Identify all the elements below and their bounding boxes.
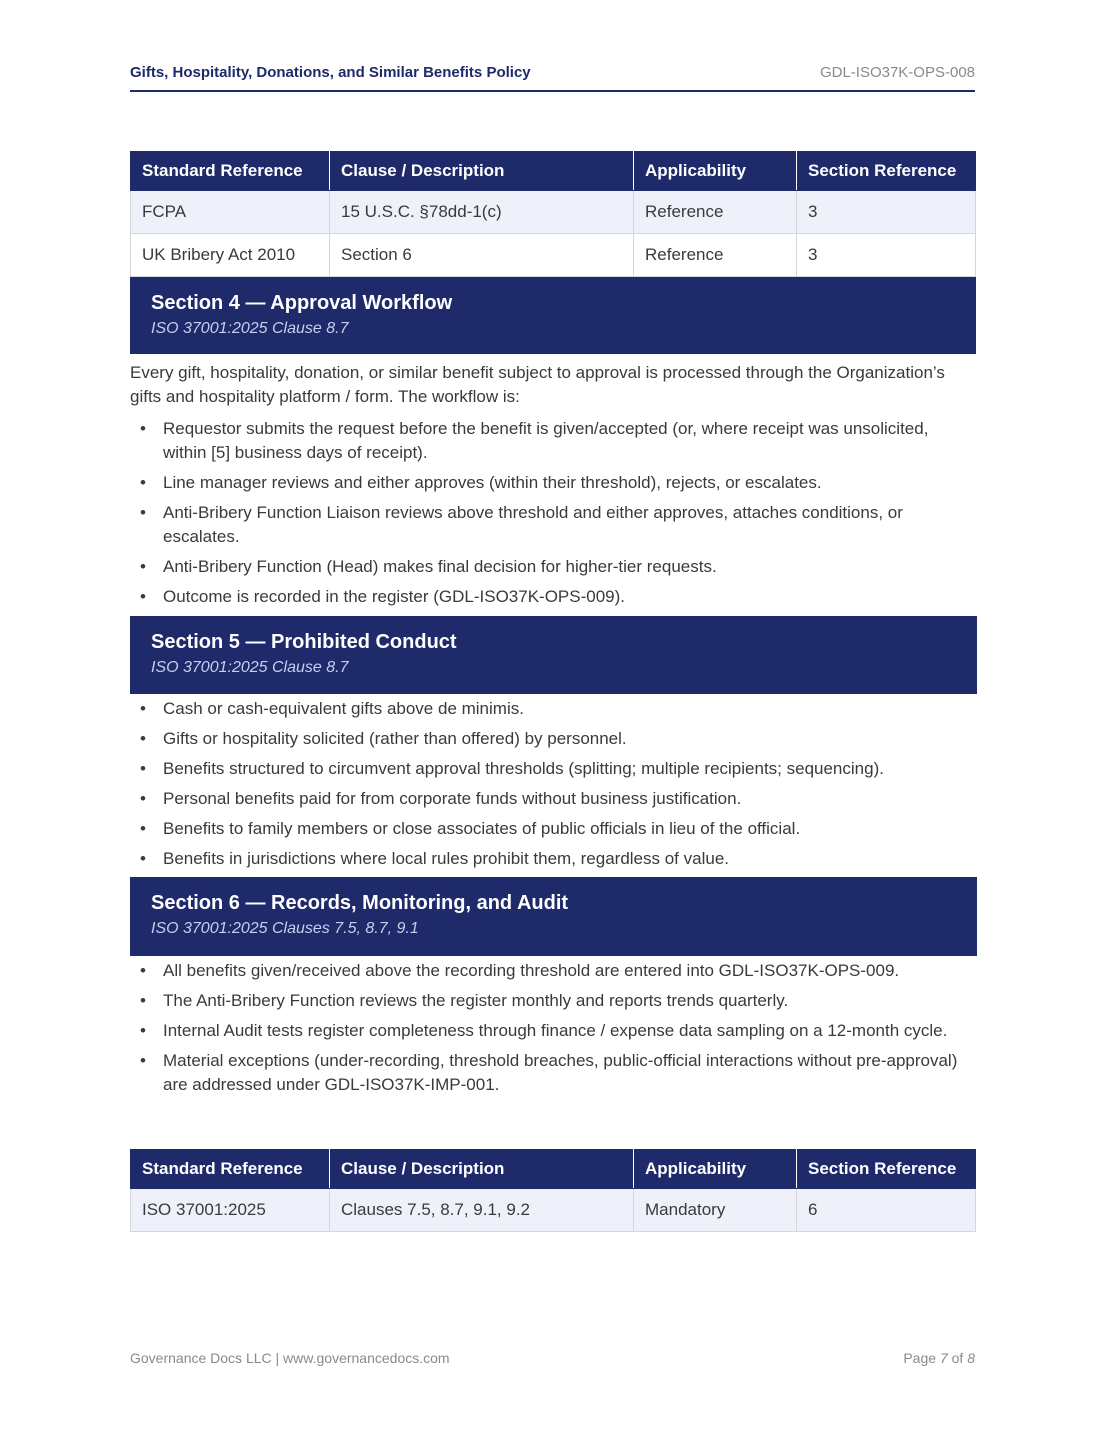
section-title: Section 5 — Prohibited Conduct — [151, 631, 457, 653]
bullet-icon: • — [140, 991, 146, 1010]
list-item — [130, 989, 975, 1013]
list-item-text: All benefits given/received above the recording threshold are entered into GDL-ISO37K-OPS-009. — [163, 961, 900, 980]
list-item — [130, 727, 975, 751]
list-item — [130, 757, 975, 781]
page-header — [130, 62, 975, 92]
section-4-workflow-list — [130, 417, 975, 615]
list-item-text: Anti-Bribery Function Liaison reviews above threshold and either approves, attaches conditions, or escalates. — [163, 503, 903, 546]
section-clause: ISO 37001:2025 Clauses 7.5, 8.7, 9.1 — [151, 920, 419, 937]
column-header: Clause / Description — [330, 152, 634, 191]
bullet-icon: • — [140, 1021, 146, 1040]
list-item-text: Requestor submits the request before the benefit is given/accepted (or, where receipt was unsolicited, within [5] business days of receipt). — [163, 419, 929, 462]
list-item — [130, 1019, 975, 1043]
list-item-text: Benefits in jurisdictions where local rules prohibit them, regardless of value. — [163, 849, 729, 868]
table-cell: 3 — [797, 191, 976, 234]
bullet-icon: • — [140, 473, 146, 492]
section-6-heading — [130, 877, 977, 956]
standards-reference-table — [130, 1149, 976, 1232]
column-header: Standard Reference — [131, 152, 330, 191]
table-row — [131, 191, 976, 234]
column-header: Standard Reference — [131, 1150, 330, 1189]
table-cell: 3 — [797, 234, 976, 277]
table-cell: Reference — [634, 234, 797, 277]
table-cell: Mandatory — [634, 1189, 797, 1232]
section-title: Section 4 — Approval Workflow — [151, 292, 453, 314]
table-cell: Reference — [634, 191, 797, 234]
section-clause: ISO 37001:2025 Clause 8.7 — [151, 320, 349, 337]
table-row — [131, 1189, 976, 1232]
list-item-text: Personal benefits paid for from corporate funds without business justification. — [163, 789, 742, 808]
list-item-text: Benefits structured to circumvent approval thresholds (splitting; multiple recipients; sequencing). — [163, 759, 884, 778]
standards-reference-table — [130, 151, 976, 277]
bullet-icon: • — [140, 819, 146, 838]
section-clause: ISO 37001:2025 Clause 8.7 — [151, 659, 349, 676]
list-item-text: Benefits to family members or close associates of public officials in lieu of the official. — [163, 819, 801, 838]
bullet-icon: • — [140, 789, 146, 808]
list-item-text: Cash or cash-equivalent gifts above de minimis. — [163, 699, 524, 718]
column-header: Clause / Description — [330, 1150, 634, 1189]
list-item-text: Material exceptions (under-recording, threshold breaches, public-official interactions without pre-approval) are addressed under GDL-ISO37K-IMP-001. — [163, 1051, 958, 1094]
bullet-icon: • — [140, 699, 146, 718]
table-cell: 6 — [797, 1189, 976, 1232]
bullet-icon: • — [140, 419, 146, 438]
list-item — [130, 555, 975, 579]
list-item — [130, 585, 975, 609]
document-code: GDL-ISO37K-OPS-008 — [819, 64, 975, 81]
list-item-text: Outcome is recorded in the register (GDL-ISO37K-OPS-009). — [163, 587, 626, 606]
page-of-label: of — [951, 1350, 964, 1366]
table-cell: Section 6 — [330, 234, 634, 277]
column-header: Applicability — [634, 1150, 797, 1189]
list-item — [130, 697, 975, 721]
page-current: 7 — [939, 1350, 948, 1366]
list-item-text: The Anti-Bribery Function reviews the register monthly and reports trends quarterly. — [163, 991, 789, 1010]
bullet-icon: • — [140, 1051, 146, 1070]
list-item — [130, 501, 975, 549]
table-cell: FCPA — [131, 191, 330, 234]
page-number — [903, 1350, 975, 1366]
list-item — [130, 959, 975, 983]
document-title: Gifts, Hospitality, Donations, and Similar Benefits Policy — [130, 64, 531, 81]
bullet-icon: • — [140, 587, 146, 606]
column-header: Section Reference — [797, 1150, 976, 1189]
list-item-text: Internal Audit tests register completeness through finance / expense data sampling on a 12-month cycle. — [163, 1021, 948, 1040]
bullet-icon: • — [140, 961, 146, 980]
bullet-icon: • — [140, 759, 146, 778]
section-4-heading — [130, 277, 976, 354]
section-6-records-list — [130, 959, 975, 1103]
list-item-text: Anti-Bribery Function (Head) makes final decision for higher-tier requests. — [163, 557, 717, 576]
list-item — [130, 847, 975, 871]
section-5-heading — [130, 616, 977, 694]
bullet-icon: • — [140, 849, 146, 868]
page-total: 8 — [967, 1350, 975, 1366]
list-item — [130, 787, 975, 811]
page-label: Page — [903, 1350, 937, 1366]
section-5-prohibited-list — [130, 697, 975, 877]
column-header: Section Reference — [797, 152, 976, 191]
list-item — [130, 417, 975, 465]
section-title: Section 6 — Records, Monitoring, and Audit — [151, 892, 569, 914]
footer-company: Governance Docs LLC | www.governancedocs.com — [130, 1350, 450, 1366]
table-header-row — [131, 1150, 976, 1189]
table-cell: 15 U.S.C. §78dd-1(c) — [330, 191, 634, 234]
list-item — [130, 817, 975, 841]
column-header: Applicability — [634, 152, 797, 191]
table-cell: UK Bribery Act 2010 — [131, 234, 330, 277]
table-row — [131, 234, 976, 277]
bullet-icon: • — [140, 503, 146, 522]
list-item-text: Gifts or hospitality solicited (rather than offered) by personnel. — [163, 729, 627, 748]
list-item-text: Line manager reviews and either approves (within their threshold), rejects, or escalates. — [163, 473, 822, 492]
list-item — [130, 471, 975, 495]
bullet-icon: • — [140, 729, 146, 748]
table-header-row — [131, 152, 976, 191]
table-cell: ISO 37001:2025 — [131, 1189, 330, 1232]
list-item — [130, 1049, 975, 1097]
table-cell: Clauses 7.5, 8.7, 9.1, 9.2 — [330, 1189, 634, 1232]
bullet-icon: • — [140, 557, 146, 576]
section-4-intro: Every gift, hospitality, donation, or similar benefit subject to approval is processed through the Organization’s gifts and hospitality platform / form. The workflow is: — [130, 363, 945, 406]
